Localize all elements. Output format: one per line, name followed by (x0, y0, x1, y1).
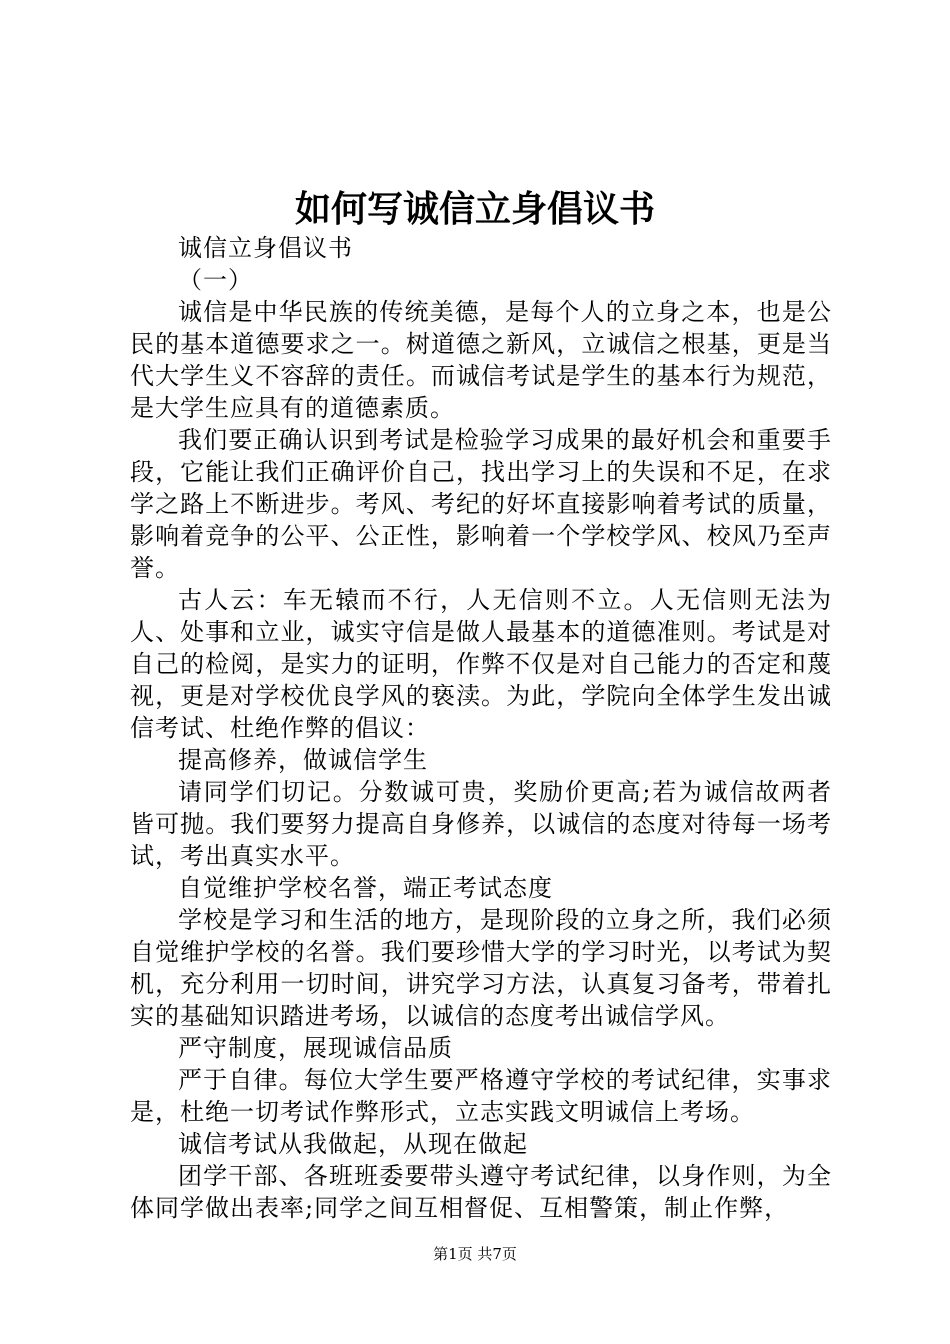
paragraph: 团学干部、各班班委要带头遵守考试纪律，以身作则，为全体同学做出表率;同学之间互相督促、互相警策，制止作弊， (130, 1162, 832, 1222)
section-heading: 自觉维护学校名誉，端正考试态度 (178, 874, 553, 902)
paragraph: 我们要正确认识到考试是检验学习成果的最好机会和重要手段，它能让我们正确评价自己，找出学习上的失误和不足，在求学之路上不断进步。考风、考纪的好坏直接影响着考试的质量，影响着竞争的公平、公正性，影响着一个学校学风、校风乃至声誉。 (130, 426, 832, 582)
paragraph: 请同学们切记。分数诚可贵，奖励价更高;若为诚信故两者皆可抛。我们要努力提高自身修养，以诚信的态度对待每一场考试，考出真实水平。 (130, 778, 832, 870)
section-heading: 诚信考试从我做起，从现在做起 (178, 1130, 528, 1158)
paragraph: 学校是学习和生活的地方，是现阶段的立身之所，我们必须自觉维护学校的名誉。我们要珍惜大学的学习时光，以考试为契机，充分利用一切时间，讲究学习方法，认真复习备考，带着扎实的基础知识踏进考场，以诚信的态度考出诚信学风。 (130, 906, 832, 1030)
page-number-footer: 第1页 共7页 (433, 1245, 517, 1263)
section-heading: 提高修养，做诚信学生 (178, 746, 428, 774)
paragraph: 严于自律。每位大学生要严格遵守学校的考试纪律，实事求是，杜绝一切考试作弊形式，立志实践文明诚信上考场。 (130, 1066, 832, 1126)
paragraph: （一） (178, 266, 253, 294)
paragraph: 诚信立身倡议书 (178, 234, 353, 262)
document-title: 如何写诚信立身倡议书 (294, 188, 655, 230)
section-heading: 严守制度，展现诚信品质 (178, 1034, 453, 1062)
paragraph: 古人云：车无辕而不行，人无信则不立。人无信则无法为人、处事和立业，诚实守信是做人最基本的道德准则。考试是对自己的检阅，是实力的证明，作弊不仅是对自己能力的否定和蔑视，更是对学校优良学风的亵渎。为此，学院向全体学生发出诚信考试、杜绝作弊的倡议： (130, 586, 832, 742)
paragraph: 诚信是中华民族的传统美德，是每个人的立身之本，也是公民的基本道德要求之一。树道德之新风，立诚信之根基，更是当代大学生义不容辞的责任。而诚信考试是学生的基本行为规范，是大学生应具有的道德素质。 (130, 298, 832, 422)
document-body (130, 232, 832, 1224)
